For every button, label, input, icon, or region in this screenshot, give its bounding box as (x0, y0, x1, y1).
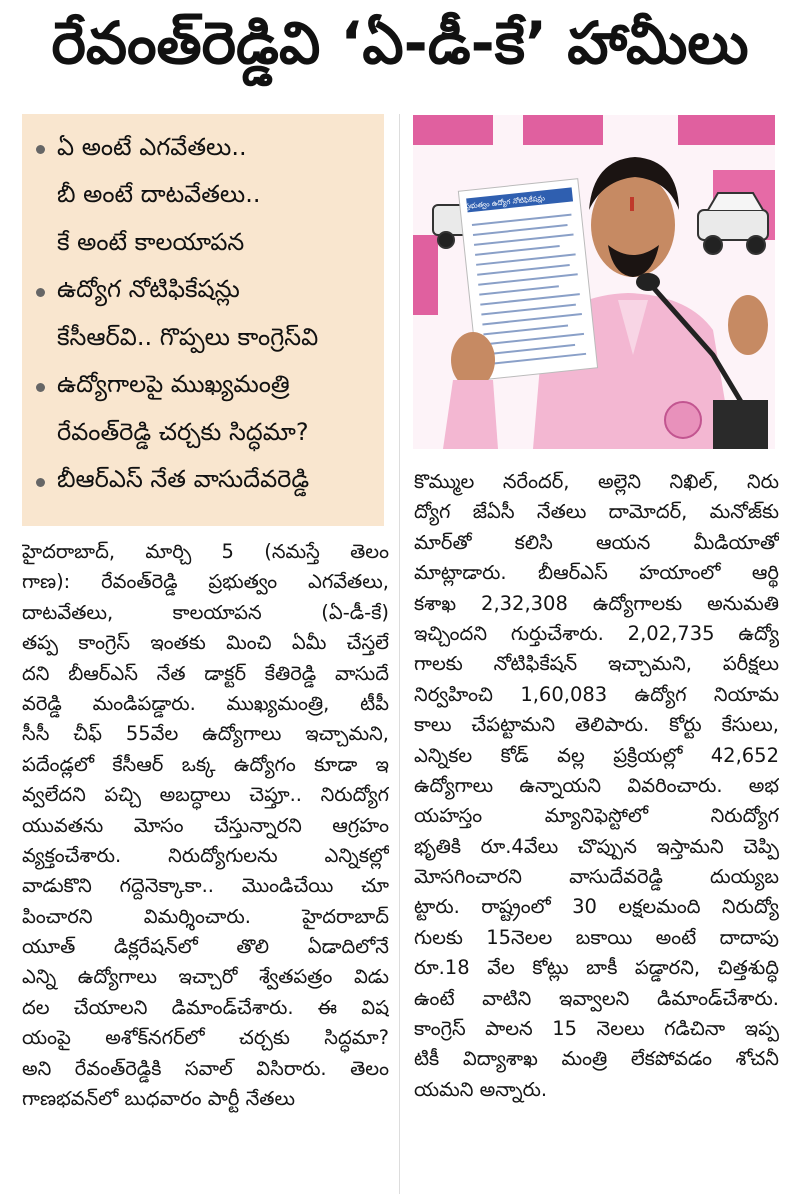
article-line: యమని అన్నారు. (414, 1077, 548, 1101)
highlight-text: ఉద్యోగ నోటిఫికేషన్లు (57, 275, 240, 304)
article-line: ఉంటే వాటిని ఇవ్వాలని డిమాండ్‌చేశారు. (414, 986, 779, 1010)
article-line: మోసగించారని వాసుదేవరెడ్డి దుయ్యబ (414, 865, 779, 889)
article-line: వాడుకొని గద్దెనెక్కాకా.. మొండిచేయి చూ (22, 874, 389, 898)
article-line: రూ.18 వేల కోట్లు బాకీ పడ్డారని, చిత్తశుద్ధి (414, 956, 779, 980)
article-line: వరెడ్డి మండిపడ్డారు. ముఖ్యమంత్రి, టీపీ (22, 691, 389, 715)
article-line: మార్‌తో కలిసి ఆయన మీడియాతో (414, 530, 779, 554)
highlight-text: బీఆర్‌ఎస్‌ నేత వాసుదేవరెడ్డి (57, 465, 310, 494)
column-divider (399, 114, 400, 1194)
bullet-dot-icon (36, 288, 45, 297)
press-photo (413, 115, 775, 449)
article-line: గులకు 15నెలల బకాయి అంటే దాదాపు (414, 925, 779, 949)
article-line: ఎన్నికల కోడ్‌ వల్ల ప్రక్రియల్లో 42,652 (414, 743, 779, 767)
highlight-line (32, 459, 374, 507)
highlight-text: రేవంత్‌రెడ్డి చర్చకు సిద్ధమా? (57, 417, 309, 446)
article-line: యహస్తం మ్యానిఫెస్టోలో నిరుద్యోగ (414, 804, 779, 828)
article-line: గాణ): రేవంత్‌రెడ్డి ప్రభుత్వం ఎగవేతలు, (22, 570, 389, 594)
highlight-line (32, 174, 374, 222)
article-line: కాలు చేపట్టామని తెలిపారు. కోర్టు కేసులు, (414, 713, 779, 737)
article-line: ట్టారు. రాష్ట్రంలో 30 లక్షలమంది నిరుద్యో (414, 895, 779, 919)
article-line: టికీ విద్యాశాఖ మంత్రి లేకపోవడం శోచనీ (414, 1047, 779, 1071)
bullet-dot-icon (36, 145, 45, 154)
highlight-text: కేసీఆర్‌వి.. గొప్పలు కాంగ్రెస్‌వి (57, 322, 319, 351)
article-line: భృతికి రూ.4వేలు చొప్పున ఇస్తామని చెప్పి (414, 834, 779, 858)
leaflet-title: ప్రభుత్వం ఉద్యోగ నోటిఫికేషన్లు (464, 194, 546, 211)
article-line: కాంగ్రెస్‌ పాలన 15 నెలలు గడిచినా ఇప్ప (414, 1017, 779, 1041)
article-line: గాలకు నోటిఫికేషన్‌ ఇచ్చామని, పరీక్షలు (414, 652, 779, 676)
highlight-line (32, 316, 374, 364)
article-line: దాటవేతలు, కాలయాపన (ఏ-డీ-కే) (22, 600, 389, 624)
highlight-line (32, 269, 374, 317)
press-photo-illustration (413, 115, 775, 449)
highlight-text: ఉద్యోగాలపై ముఖ్యమంత్రి (57, 370, 290, 399)
article-line: గాణభవన్‌లో బుధవారం పార్టీ నేతలు (22, 1087, 296, 1111)
article-line: అని రేవంత్‌రెడ్డికి సవాల్‌ విసిరారు. తెలం (22, 1056, 389, 1080)
article-line: ఉద్యోగాలు ఉన్నాయని వివరించారు. అభ (414, 773, 779, 797)
highlights-box (22, 114, 384, 526)
article-line: నిర్వహించి 1,60,083 ఉద్యోగ నియామ (414, 682, 779, 706)
article-column-left (22, 537, 389, 1114)
article-line: ద్యోగ జేఏసీ నేతలు దామోదర్‌, మనోజ్‌కు (414, 500, 779, 524)
headline: రేవంత్‌రెడ్డివి ‘ఏ-డీ-కే’ హామీలు (51, 8, 749, 77)
highlight-line (32, 364, 374, 412)
article-line: కశాఖ 2,32,308 ఉద్యోగాలకు అనుమతి (414, 591, 779, 615)
article-line: సీసీ చీఫ్‌ 55వేల ఉద్యోగాలు ఇచ్చామని, (22, 722, 389, 746)
article-column-right (414, 467, 779, 1105)
highlight-line (32, 411, 374, 459)
article-line: ఇచ్చిందని గుర్తుచేశారు. 2,02,735 ఉద్యో (414, 621, 779, 645)
highlight-text: ఏ అంటే ఎగవేతలు.. (57, 132, 247, 161)
article-line: పదేండ్లలో కేసీఆర్‌ ఒక్క ఉద్యోగం కూడా ఇ (22, 752, 389, 776)
article-line: దని బీఆర్‌ఎస్‌ నేత డాక్టర్‌ కేతిరెడ్డి వాసుదే (22, 661, 389, 685)
article-line: యంపై అశోక్‌నగర్‌లో చర్చకు సిద్ధమా? (22, 1026, 389, 1050)
article-line: కొమ్ముల నరేందర్‌, అల్లెని నిఖిల్‌, నిరు (414, 470, 779, 493)
article-line: వ్వలేదని పచ్చి అబద్ధాలు చెప్తూ.. నిరుద్యోగ (22, 783, 389, 807)
bullet-dot-icon (36, 383, 45, 392)
party-badge-icon (665, 402, 701, 438)
article-line: వ్యక్తంచేశారు. నిరుద్యోగులను ఎన్నికల్లో (22, 843, 389, 867)
article-line: యూత్‌ డిక్లరేషన్‌లో తొలి ఏడాదిలోనే (22, 935, 389, 959)
highlight-line (32, 126, 374, 174)
article-line: హైదరాబాద్‌, మార్చి 5 (నమస్తే తెలం (22, 540, 389, 563)
bullet-dot-icon (36, 478, 45, 487)
article-line: యువతను మోసం చేస్తున్నారని ఆగ్రహం (22, 813, 389, 837)
article-line: తప్ప కాంగ్రెస్‌ ఇంతకు మించి ఏమీ చేస్తలే (22, 631, 389, 655)
article-line: దల చేయాలని డిమాండ్‌చేశారు. ఈ విష (22, 995, 389, 1019)
highlight-text: బీ అంటే దాటవేతలు.. (57, 180, 261, 209)
highlight-line (32, 221, 374, 269)
highlight-text: కే అంటే కాలయాపన (57, 227, 245, 256)
article-line: పించారని విమర్శించారు. హైదరాబాద్‌ (22, 904, 389, 928)
article-line: మాట్లాడారు. బీఆర్‌ఎస్‌ హయాంలో ఆర్థి (414, 561, 779, 585)
article-line: ఎన్ని ఉద్యోగాలు ఇచ్చారో శ్వేతపత్రం విడు (22, 965, 389, 989)
